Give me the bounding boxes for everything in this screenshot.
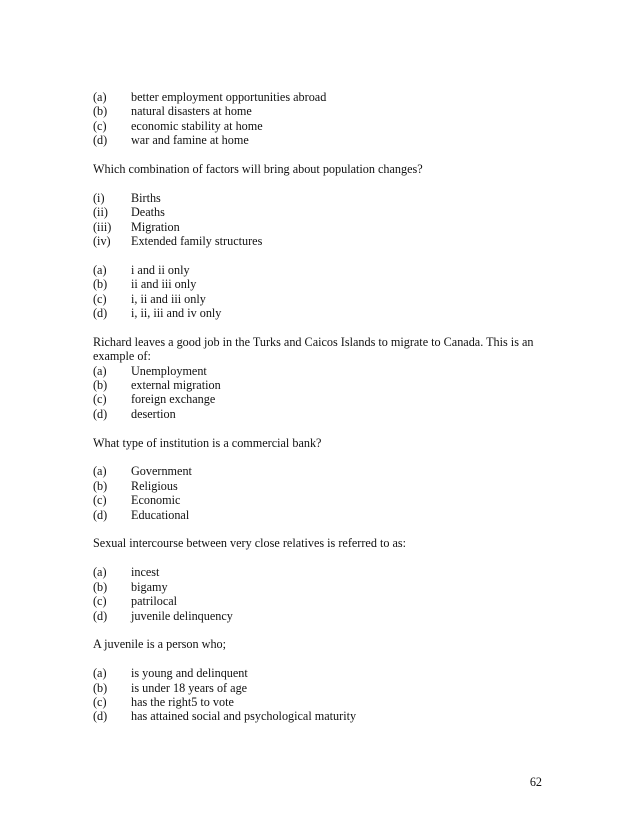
question-text: Sexual intercourse between very close relatives is referred to as: [93,536,407,551]
option-item [93,479,543,493]
spacer [93,652,543,666]
option-item [93,565,543,579]
option-label: (iii) [93,219,112,234]
option-label: (c) [93,493,107,508]
option-text: Births [131,190,161,205]
option-text: incest [131,565,160,580]
option-label: (c) [93,694,107,709]
option-text: foreign exchange [131,392,216,407]
option-item [93,191,543,205]
option-text: economic stability at home [131,118,263,133]
option-text: war and famine at home [131,133,249,148]
option-text: desertion [131,406,176,421]
question-text: What type of institution is a commercial bank? [93,435,322,450]
option-label: (c) [93,392,107,407]
option-item [93,695,543,709]
spacer [93,148,543,162]
spacer [93,176,543,190]
option-label: (a) [93,262,107,277]
spacer [93,248,543,262]
option-text: Extended family structures [131,234,263,249]
option-label: (b) [93,579,108,594]
spacer [93,421,543,435]
option-label: (ii) [93,205,108,220]
option-item [93,407,543,421]
option-item [93,493,543,507]
option-item [93,234,543,248]
option-text: external migration [131,378,221,393]
option-list [93,90,543,148]
option-item [93,378,543,392]
option-item [93,205,543,219]
option-text: better employment opportunities abroad [131,90,327,104]
option-item [93,580,543,594]
page-number: 62 [529,775,542,789]
option-list [93,464,543,522]
option-label: (c) [93,594,107,609]
option-item [93,508,543,522]
option-label: (a) [93,666,107,681]
option-label: (c) [93,118,107,133]
option-label: (c) [93,291,107,306]
option-label: (d) [93,709,108,724]
option-text: Government [131,464,192,479]
option-label: (a) [93,363,107,378]
option-item [93,709,543,723]
option-label: (d) [93,133,108,148]
option-list [93,565,543,623]
option-list [93,191,543,249]
option-label: (b) [93,378,108,393]
option-label: (i) [93,190,105,205]
question-text: Richard leaves a good job in the Turks and Caicos Islands to migrate to Canada. This is an example of: [93,334,534,364]
option-label: (iv) [93,234,111,249]
spacer [93,623,543,637]
option-label: (d) [93,507,108,522]
spacer [93,450,543,464]
option-text: juvenile delinquency [131,608,233,623]
option-label: (b) [93,680,108,695]
option-text: Economic [131,493,181,508]
option-text: has attained social and psychological maturity [131,709,357,724]
option-label: (a) [93,565,107,580]
option-text: i and ii only [131,262,190,277]
option-item [93,263,543,277]
page-content [93,90,543,724]
option-item [93,609,543,623]
option-label: (b) [93,478,108,493]
option-label: (d) [93,406,108,421]
option-label: (b) [93,277,108,292]
option-item [93,681,543,695]
option-text: Religious [131,478,178,493]
option-label: (d) [93,608,108,623]
spacer [93,522,543,536]
option-item [93,594,543,608]
option-list [93,263,543,321]
option-item [93,119,543,133]
option-text: Migration [131,219,180,234]
option-label: (a) [93,90,107,104]
option-text: bigamy [131,579,168,594]
option-text: ii and iii only [131,277,197,292]
option-text: natural disasters at home [131,104,252,119]
option-item [93,133,543,147]
spacer [93,320,543,334]
option-text: Educational [131,507,190,522]
option-text: i, ii and iii only [131,291,206,306]
option-item [93,220,543,234]
option-text: i, ii, iii and iv only [131,306,222,321]
option-text: has the right5 to vote [131,694,234,709]
option-list [93,364,543,422]
option-text: is under 18 years of age [131,680,248,695]
option-item [93,104,543,118]
option-text: patrilocal [131,594,178,609]
option-item [93,292,543,306]
option-item [93,277,543,291]
option-item [93,90,543,104]
option-label: (d) [93,306,108,321]
spacer [93,551,543,565]
option-item [93,364,543,378]
option-list [93,666,543,724]
option-label: (a) [93,464,107,479]
option-item [93,666,543,680]
option-item [93,464,543,478]
option-text: Deaths [131,205,165,220]
option-text: is young and delinquent [131,666,248,681]
question-text: Which combination of factors will bring about population changes? [93,162,423,177]
question-text: A juvenile is a person who; [93,637,227,652]
option-item [93,392,543,406]
option-text: Unemployment [131,363,207,378]
option-label: (b) [93,104,108,119]
option-item [93,306,543,320]
